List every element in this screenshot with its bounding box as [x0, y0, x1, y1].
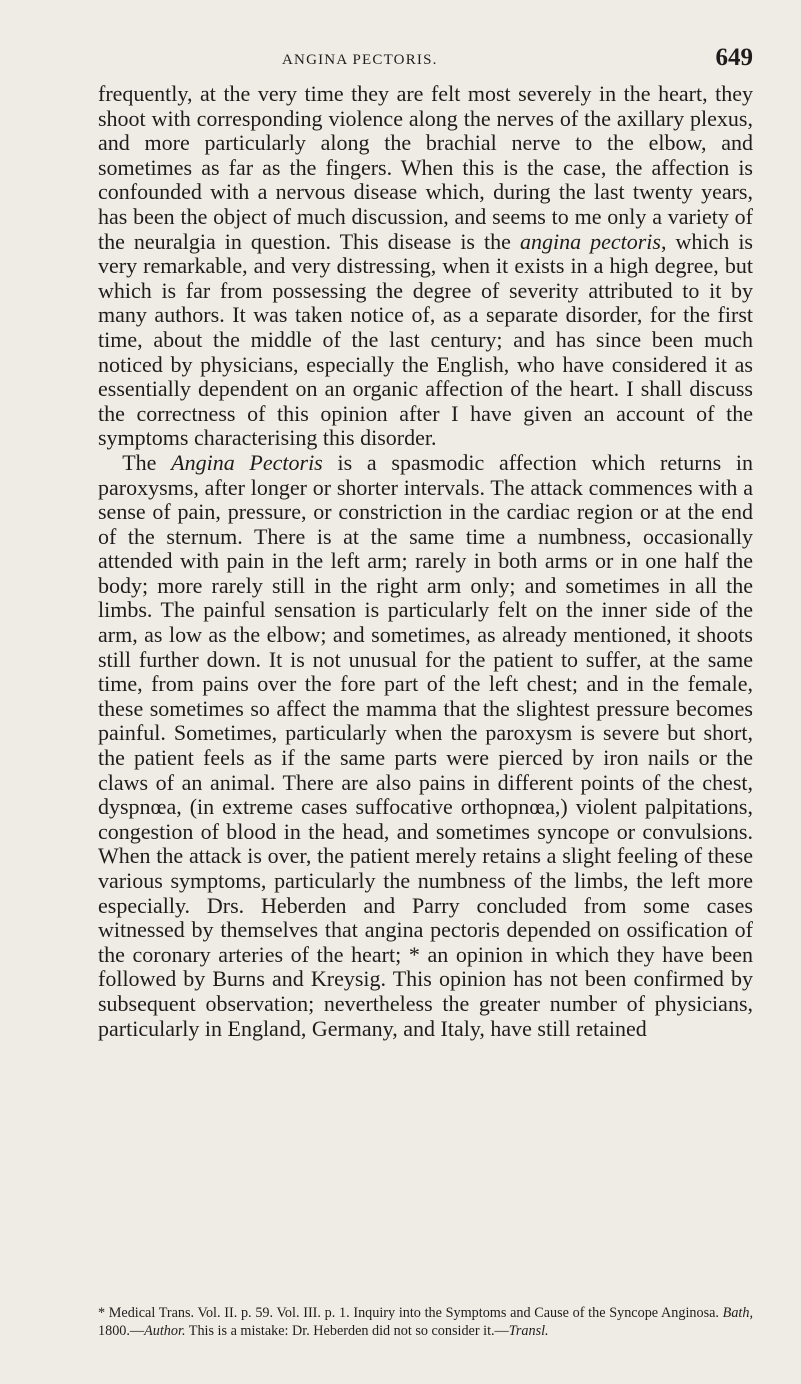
footnote-italic: Bath, [722, 1305, 753, 1321]
italic-term: Angina Pectoris [171, 449, 323, 475]
footnote-italic: Author. [144, 1322, 186, 1339]
text-segment: is a spasmodic affection which returns in paroxysms, after longer or shorter intervals. The attack commences with a sense of pain, pressure, or constriction in the cardiac region or at the end of the sternum. There is at the same time a numbness, occasionally attended with pain in the left arm; rarely in both arms or in one half the body; more rarely still in the right arm only; and sometimes in all the limbs. The painful sensation is particularly felt on the inner side of the arm, as low as the elbow; and sometimes, as already mentioned, it shoots still further down. It is not unusual for the patient to suffer, at the same time, from pains over the fore part of the left chest; and in the female, these sometimes so affect the mamma that the slightest pressure becomes painful. Sometimes, particularly when the paroxysm is severe but short, the patient feels as if the same parts were pierced by iron nails or the claws of an animal. There are also pains in different points of the chest, dyspnœa, (in extreme cases suffocative orthopnœa,) violent palpitations, congestion of blood in the head, and sometimes syncope or convulsions. When the attack is over, the patient merely retains a slight feeling of these various symptoms, particularly the numbness of the limbs, the left more especially. Drs. Heberden and Parry concluded from some cases witnessed by themselves that angina pectoris depended on ossification of the coronary arteries of the heart; * an opinion in which they have been followed by Burns and Kreysig. This opinion has not been confirmed by subsequent observation; nevertheless the greater number of physicians, particularly in England, Germany, and Italy, have still retained [98, 449, 753, 1041]
footnote [98, 1305, 753, 1340]
paragraph-2 [98, 451, 753, 1041]
italic-term: angina pectoris [519, 228, 661, 254]
footnote-text: 1800.— [98, 1322, 145, 1339]
footnote-italic: Transl. [508, 1322, 549, 1339]
paragraph-1 [98, 82, 753, 451]
text-segment: The [122, 449, 172, 475]
text-segment: , which is very remarkable, and very distressing, when it exists in a high degree, but which is far from possessing the degree of severity attributed to it by many authors. It was taken notice of, as a separate disorder, for the first time, about the middle of the last century; and has since been much noticed by physicians, especially the English, who have considered it as essentially dependent on an organic affection of the heart. I shall discuss the correctness of this opinion after I have given an account of the symptoms characterising this disorder. [98, 228, 753, 451]
running-head: ANGINA PECTORIS. [282, 52, 438, 68]
footnote-text: * Medical Trans. Vol. II. p. 59. Vol. III. p. 1. Inquiry into the Symptoms and Cause of the Syncope Anginosa. [98, 1305, 723, 1321]
text-segment: frequently, at the very time they are felt most severely in the heart, they shoot with corresponding violence along the nerves of the axillary plexus, and more particularly along the brachial nerve to the elbow, and sometimes as far as the fingers. When this is the case, the affection is confounded with a nervous disease which, during the last twenty years, has been the object of much discussion, and seems to me only a variety of the neuralgia in question. This disease is the [98, 81, 753, 254]
body-text [98, 82, 753, 1041]
page-header [98, 44, 753, 84]
footnote-text: This is a mistake: Dr. Heberden did not so consider it.— [185, 1322, 509, 1339]
page-number: 649 [715, 44, 753, 71]
